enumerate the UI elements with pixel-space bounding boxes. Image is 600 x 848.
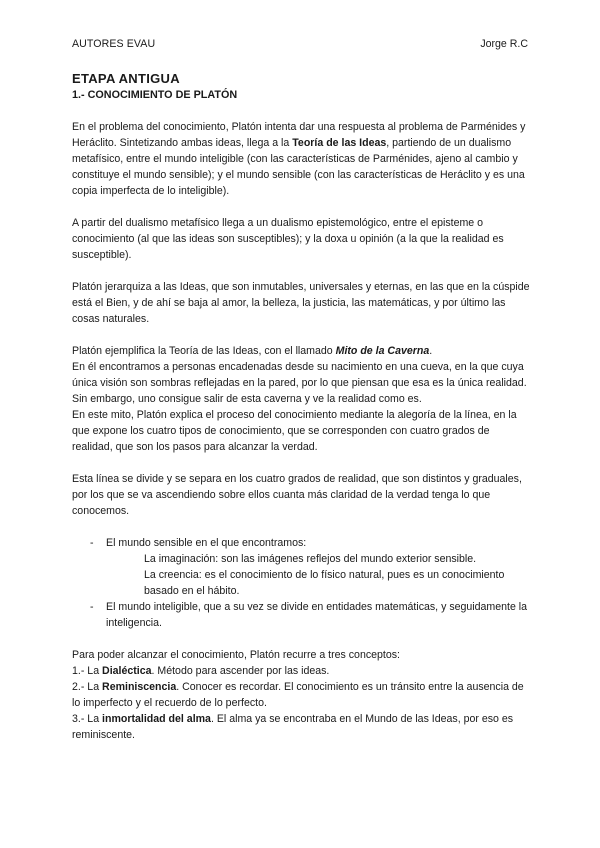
paragraph-1	[72, 119, 532, 199]
sublist-item-imaginacion: La imaginación: son las imágenes reflejos del mundo exterior sensible.	[144, 553, 477, 565]
c1-term: Dialéctica	[102, 665, 152, 677]
paragraph-4	[72, 343, 532, 455]
paragraph-5: Esta línea se divide y se separa en los cuatro grados de realidad, que son distintos y graduales, por los que se va ascendiendo sobre ellos cuanta más claridad de la verdad tenga lo que conocemos.	[72, 473, 522, 517]
p4-line-1	[72, 343, 532, 359]
p1-text-c: , partiendo de un dualismo metafísico, entre el mundo inteligible (con las características de Parménides, ajeno al cambio y constituye el mundo sensible); y el mundo sensible (con las características de Heráclito y es una copia imperfecta de lo inteligible).	[72, 137, 525, 197]
concept-inmortalidad	[72, 711, 532, 743]
list-item-2-text: - El mundo inteligible, que a su vez se divide en entidades matemáticas, y seguidamente la inteligencia.	[106, 601, 528, 629]
concept-dialectica	[72, 663, 532, 679]
p1-text-a: En el problema del conocimiento, Platón intenta dar una respuesta al problema de Parménides y Heráclito. Sintetizando ambas ideas, llega a la	[72, 121, 526, 149]
list-item-inteligible	[72, 599, 532, 631]
header-right: Jorge R.C	[480, 38, 528, 50]
concept-reminiscencia	[72, 679, 532, 711]
c1-text: . Método para ascender por las ideas.	[151, 665, 330, 677]
p4-text-d: En él encontramos a personas encadenadas desde su nacimiento en una cueva, en la que cuya única visión son sombras reflejadas en la pared, por lo que piensan que esa es la única realidad. Sin embargo, uno consigue salir de esta caverna y ve la realidad como es.	[72, 361, 527, 405]
paragraph-6	[72, 647, 532, 743]
c3-text: . El alma ya se encontraba en el Mundo de las Ideas, por eso es reminiscente.	[72, 713, 514, 741]
header-left: AUTORES EVAU	[72, 38, 156, 50]
c3-prefix: 3.- La	[72, 713, 103, 725]
c2-text: . Conocer es recordar. El conocimiento es un tránsito entre la ausencia de lo imperfecto y el recuerdo de lo perfecto.	[72, 681, 524, 709]
p6-intro: Para poder alcanzar el conocimiento, Platón recurre a tres conceptos:	[72, 649, 400, 661]
reality-list	[72, 535, 532, 631]
c2-prefix: 2.- La	[72, 681, 103, 693]
p1-term: Teoría de las Ideas	[292, 137, 387, 149]
document-body	[72, 70, 532, 759]
paragraph-3: Platón jerarquiza a las Ideas, que son inmutables, universales y eternas, en las que en la cúspide está el Bien, y de ahí se baja al amor, la belleza, la justicia, las matemáticas, y por último las cosas naturales.	[72, 281, 530, 325]
section-subtitle: 1.- CONOCIMIENTO DE PLATÓN	[72, 89, 238, 101]
sublist-item-creencia: La creencia: es el conocimiento de lo físico natural, pues es un conocimiento basado en el hábito.	[144, 569, 505, 597]
p4-term: Mito de la Caverna	[335, 345, 430, 357]
p4-text-a: Platón ejemplifica la Teoría de las Ideas, con el llamado	[72, 345, 336, 357]
section-title: ETAPA ANTIGUA	[72, 71, 180, 86]
p4-text-e: En este mito, Platón explica el proceso del conocimiento mediante la alegoría de la línea, en la que expone los cuatro tipos de conocimiento, que se corresponden con cuatro grados de realidad, que son los pasos para alcanzar la verdad.	[72, 409, 517, 453]
c1-prefix: 1.- La	[72, 665, 103, 677]
c2-term: Reminiscencia	[102, 681, 177, 693]
sublist	[106, 551, 532, 599]
p4-text-c: .	[429, 345, 433, 357]
list-item-sensible	[72, 535, 532, 599]
list-item-1-text: - El mundo sensible en el que encontramos:	[106, 537, 307, 549]
c3-term: inmortalidad del alma	[102, 713, 211, 725]
paragraph-2: A partir del dualismo metafísico llega a un dualismo epistemológico, entre el episteme o conocimiento (al que las ideas son susceptibles); y la doxa u opinión (a la que la realidad es susceptible).	[72, 217, 504, 261]
